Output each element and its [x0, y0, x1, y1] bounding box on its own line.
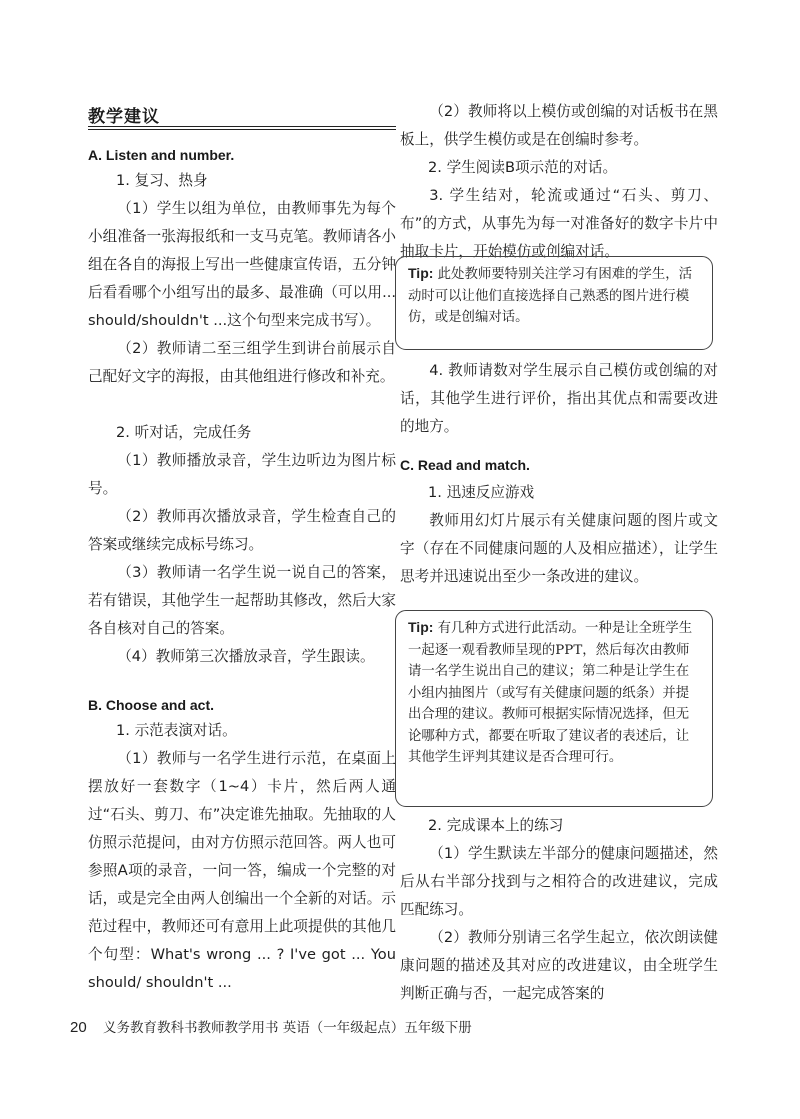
b-step-1-para-1: （1）教师与一名学生进行示范，在桌面上摆放好一套数字（1~4）卡片，然后两人通过“石头、剪刀、布”决定谁先抽取。先抽取的人仿照示范提问，由对方仿照示范回答。两人也可参照A项的录音，一问一答，编成一个完整的对话，或是完全由两人创编出一个全新的对话。示范过程中，教师还可有意用上此项提供的其他几个句型：What's wrong ... ? I've got ... You should/ shouldn't ... [88, 750, 396, 991]
a-step-2-para-2: （2）教师再次播放录音，学生检查自己的答案或继续完成标号练习。 [88, 508, 396, 553]
c-step-1-para-1: 教师用幻灯片展示有关健康问题的图片或文字（存在不同健康问题的人及相应描述），让学生思考并迅速说出至少一条改进的建议。 [400, 512, 718, 585]
c-step-2: 2. 完成课本上的练习 [428, 817, 564, 834]
b-step-4: 4. 教师请数对学生展示自己模仿或创编的对话，其他学生进行评价，指出其优点和需要改进的地方。 [400, 362, 718, 435]
a-step-2-para-4: （4）教师第三次播放录音，学生跟读。 [117, 648, 375, 665]
a-step-2-para-1: （1）教师播放录音，学生边听边为图片标号。 [88, 452, 396, 497]
b-step-2: 2. 学生阅读B项示范的对话。 [428, 159, 618, 176]
tip-box-1 [395, 256, 713, 350]
a-step-2-para-3: （3）教师请一名学生说一说自己的答案，若有错误，其他学生一起帮助其修改，然后大家各自核对自己的答案。 [88, 564, 396, 637]
c-step-2-para-1: （1）学生默读左半部分的健康问题描述，然后从右半部分找到与之相符合的改进建议，完成匹配练习。 [400, 845, 718, 918]
b-step-3: 3. 学生结对，轮流或通过“石头、剪刀、布”的方式，从事先为每一对准备好的数字卡片中抽取卡片，开始模仿或创编对话。 [400, 187, 718, 260]
heading-b: B. Choose and act. [88, 697, 215, 713]
tip-box-2 [395, 610, 713, 807]
tip-label-2: Tip: [408, 619, 434, 635]
page-footer [70, 1016, 472, 1036]
c-step-1: 1. 迅速反应游戏 [428, 484, 535, 501]
title-underline [88, 126, 396, 127]
page-number: 20 [70, 1019, 87, 1036]
tip-label-1: Tip: [408, 265, 434, 281]
a-step-1-para-2: （2）教师请二至三组学生到讲台前展示自己配好文字的海报，由其他组进行修改和补充。 [88, 340, 396, 385]
heading-a: A. Listen and number. [88, 147, 235, 163]
a-step-2: 2. 听对话，完成任务 [116, 424, 252, 441]
b-step-1-para-2: （2）教师将以上模仿或创编的对话板书在黑板上，供学生模仿或是在创编时参考。 [400, 103, 718, 148]
tip-text-2: 有几种方式进行此活动。一种是让全班学生一起逐一观看教师呈现的PPT，然后每次由教师请一名学生说出自己的建议；第二种是让学生在小组内抽图片（或写有关健康问题的纸条）并提出合理的建议。教师可根据实际情况选择，但无论哪种方式，都要在听取了建议者的表述后，让其他学生评判其建议是否合理可行。 [408, 621, 693, 765]
b-step-1: 1. 示范表演对话。 [116, 722, 237, 739]
title-underline-thin [88, 129, 396, 130]
tip-text-1: 此处教师要特别关注学习有困难的学生，活动时可以让他们直接选择自己熟悉的图片进行模仿，或是创编对话。 [408, 267, 693, 325]
heading-c: C. Read and match. [400, 457, 530, 473]
section-title: 教学建议 [88, 107, 160, 127]
a-step-1-para-1: （1）学生以组为单位，由教师事先为每个小组准备一张海报纸和一支马克笔。教师请各小组在各自的海报上写出一些健康宣传语，五分钟后看看哪个小组写出的最多、最准确（可以用... should/shouldn't ...这个句型来完成书写）。 [88, 200, 396, 329]
a-step-1: 1. 复习、热身 [116, 172, 208, 189]
c-step-2-para-2: （2）教师分别请三名学生起立，依次朗读健康问题的描述及其对应的改进建议，由全班学生判断正确与否，一起完成答案的 [400, 929, 718, 1002]
book-title: 义务教育教科书教师教学用书 英语（一年级起点）五年级下册 [102, 1020, 472, 1036]
